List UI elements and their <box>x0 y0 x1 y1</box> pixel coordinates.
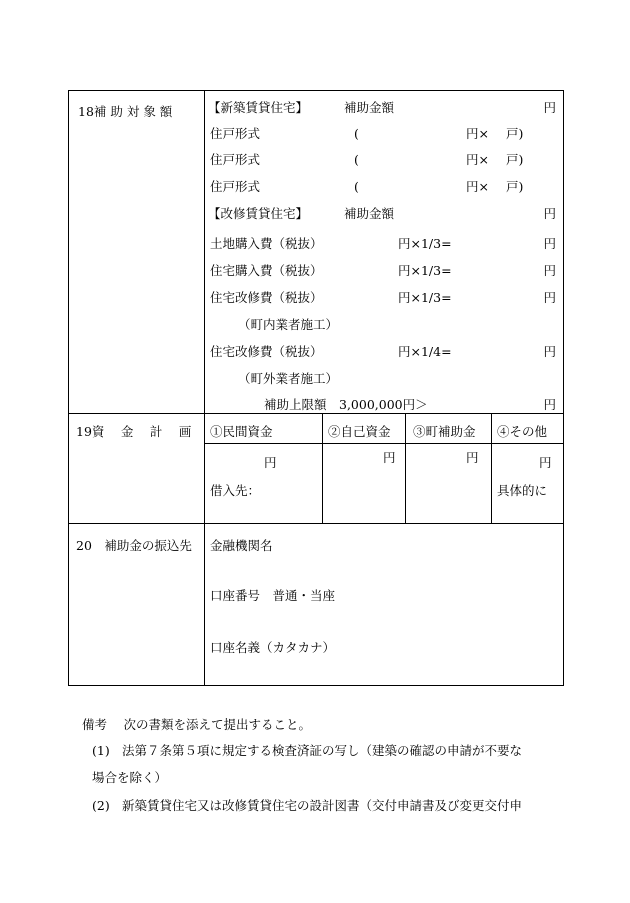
new-rental-header: 【新築賃貸住宅】 <box>208 100 309 115</box>
funds-col-divider-2 <box>405 413 406 524</box>
row-divider-18-19 <box>68 413 564 414</box>
notes-heading: 備考 次の書類を添えて提出すること。 <box>82 717 311 732</box>
account-holder-label: 口座名義（カタカナ） <box>210 640 336 655</box>
house-cost-yen: 円 <box>543 263 556 278</box>
sec18-label: 18補 助 対 象 額 <box>78 104 173 119</box>
dwelling-type-label: 住戸形式 <box>210 152 261 167</box>
renov-cost-out-town-yen: 円 <box>543 344 556 359</box>
dwelling-units-close: 戸) <box>506 126 524 141</box>
account-number-label: 口座番号 普通・当座 <box>210 588 336 603</box>
renov-cost-out-town-rate: 円×1/4= <box>398 344 452 359</box>
table-left-border <box>68 90 69 686</box>
other-specific-label: 具体的に <box>497 483 548 498</box>
out-town-contractor-note: （町外業者施工） <box>238 371 339 386</box>
funds-col-private: ①民間資金 <box>210 424 273 439</box>
funds-col-own: ②自己資金 <box>328 424 391 439</box>
sec19-label: 19資 金 計 画 <box>76 424 192 439</box>
dwelling-type-label: 住戸形式 <box>210 126 261 141</box>
dwelling-open-paren: ( <box>354 126 359 141</box>
note-1-number: (1) <box>92 743 110 758</box>
funds-other-yen: 円 <box>539 455 552 470</box>
land-cost-label: 土地購入費（税抜） <box>210 236 323 251</box>
renov-cost-in-town-label: 住宅改修費（税抜） <box>210 290 323 305</box>
funds-town-yen: 円 <box>466 450 479 465</box>
dwelling-open-paren: ( <box>354 179 359 194</box>
dwelling-units-close: 戸) <box>506 179 524 194</box>
dwelling-type-label: 住戸形式 <box>210 179 261 194</box>
funds-private-yen: 円 <box>264 455 277 470</box>
note-1-text-cont: 場合を除く） <box>92 770 168 785</box>
funds-col-other: ④その他 <box>497 424 548 439</box>
table-label-divider <box>204 90 205 686</box>
row-divider-19-header <box>204 443 564 444</box>
note-1-text: 法第７条第５項に規定する検査済証の写し（建築の確認の申請が不要な <box>122 743 523 758</box>
house-cost-rate: 円×1/3= <box>398 263 452 278</box>
row-divider-19-20 <box>68 523 564 524</box>
table-top-border <box>68 90 564 91</box>
dwelling-yen-times: 円× <box>466 152 489 167</box>
land-cost-rate: 円×1/3= <box>398 236 452 251</box>
new-subsidy-amount-label: 補助金額 <box>344 100 395 115</box>
renov-rental-header: 【改修賃貸住宅】 <box>208 206 309 221</box>
note-2-number: (2) <box>92 798 110 813</box>
land-cost-yen: 円 <box>543 236 556 251</box>
dwelling-units-close: 戸) <box>506 152 524 167</box>
dwelling-yen-times: 円× <box>466 126 489 141</box>
dwelling-open-paren: ( <box>354 152 359 167</box>
table-bottom-border <box>68 685 564 686</box>
new-subsidy-yen: 円 <box>543 100 556 115</box>
dwelling-yen-times: 円× <box>466 179 489 194</box>
funds-col-divider-1 <box>322 413 323 524</box>
renov-cost-out-town-label: 住宅改修費（税抜） <box>210 344 323 359</box>
bank-name-label: 金融機関名 <box>210 538 273 553</box>
lender-label: 借入先： <box>210 483 261 498</box>
funds-col-town-subsidy: ③町補助金 <box>413 424 476 439</box>
renov-cost-in-town-yen: 円 <box>543 290 556 305</box>
note-2-text: 新築賃貸住宅又は改修賃貸住宅の設計図書（交付申請書及び変更交付申 <box>122 798 523 813</box>
renov-subsidy-amount-label: 補助金額 <box>344 206 395 221</box>
subsidy-cap-yen: 円 <box>543 397 556 412</box>
table-right-border <box>563 90 564 686</box>
funds-own-yen: 円 <box>383 450 396 465</box>
house-cost-label: 住宅購入費（税抜） <box>210 263 323 278</box>
in-town-contractor-note: （町内業者施工） <box>238 317 339 332</box>
renov-cost-in-town-rate: 円×1/3= <box>398 290 452 305</box>
funds-col-divider-3 <box>491 413 492 524</box>
sec20-label: 20 補助金の振込先 <box>76 538 192 553</box>
renov-subsidy-yen: 円 <box>543 206 556 221</box>
subsidy-cap: 補助上限額 3,000,000円＞ <box>264 397 428 412</box>
